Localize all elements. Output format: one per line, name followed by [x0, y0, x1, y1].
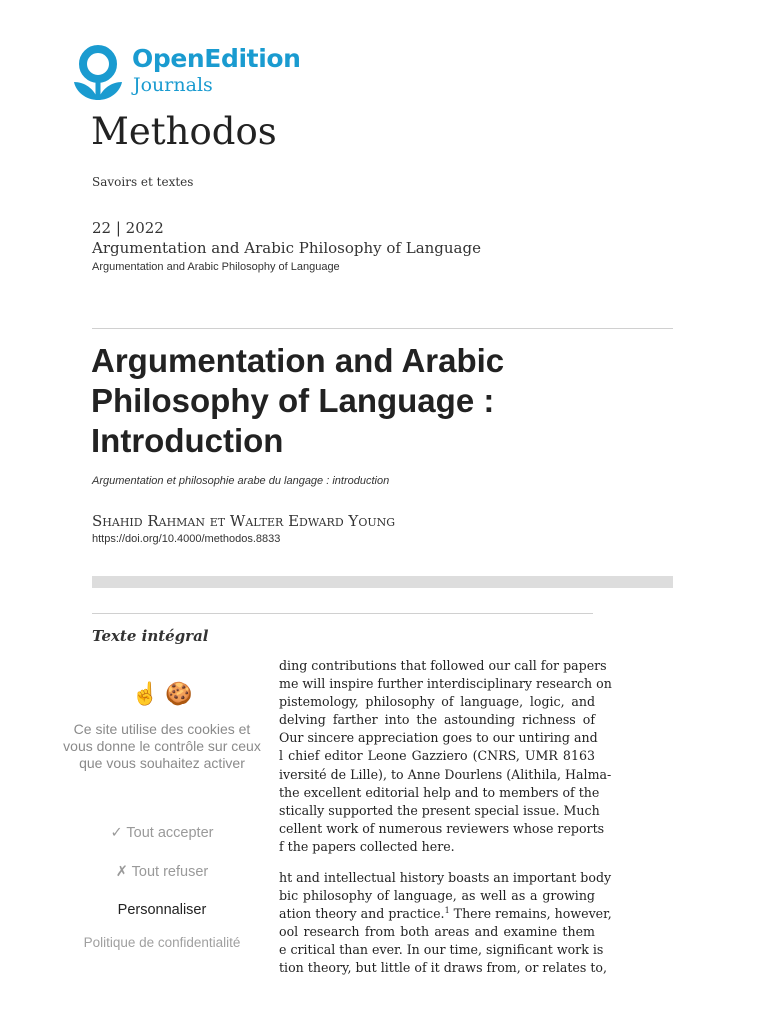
text-line: me will inspire further interdisciplinary research on — [279, 676, 612, 692]
issue-title[interactable]: Argumentation and Arabic Philosophy of Language — [92, 239, 481, 257]
logo-title: OpenEdition — [132, 44, 301, 73]
openedition-journals-logo[interactable] — [72, 44, 302, 106]
text-line: tion theory, but little of it draws from, or relates to, — [279, 960, 607, 976]
body-paragraph-1 — [279, 657, 612, 856]
privacy-policy-link[interactable]: Politique de confidentialité — [62, 935, 262, 950]
journal-subtitle: Savoirs et textes — [92, 175, 194, 189]
toolbar-placeholder-bar — [92, 576, 673, 588]
text-line: l chief editor Leone Gazziero (CNRS, UMR 8163 — [279, 748, 595, 764]
cookie-icon: ☝ 🍪 — [131, 681, 193, 706]
body-paragraph-2 — [279, 869, 612, 978]
doi-link[interactable]: https://doi.org/10.4000/methodos.8833 — [92, 533, 281, 545]
text-line: cellent work of numerous reviewers whose reports — [279, 820, 605, 836]
customize-button[interactable]: Personnaliser — [62, 902, 262, 918]
text-line: e critical than ever. In our time, significant work is — [279, 942, 604, 958]
cookie-message: Ce site utilise des cookies et vous donne le contrôle sur ceux que vous souhaitez activer — [63, 721, 261, 771]
text-line: delving farther into the astounding richness of — [279, 712, 595, 728]
text-line — [279, 905, 612, 923]
text-line: Our sincere appreciation goes to our untiring and — [279, 730, 598, 746]
text-line: iversité de Lille), to Anne Dourlens (Alithila, Halma- — [279, 766, 612, 782]
text-line: ht and intellectual history boasts an important body — [279, 870, 612, 885]
article-title: Argumentation and Arabic Philosophy of Language : Introduction — [91, 342, 505, 459]
text-segment: ation theory and practice. — [279, 906, 445, 922]
footnote-ref[interactable]: 1 — [444, 906, 450, 915]
text-line: pistemology, philosophy of language, logic, and — [279, 694, 595, 710]
text-line: stically supported the present special issue. Much — [279, 802, 600, 818]
issue-number-year[interactable]: 22 | 2022 — [92, 219, 164, 237]
logo-subtitle: Journals — [133, 74, 213, 96]
text-line: the excellent editorial help and to members of the — [279, 784, 600, 800]
openedition-flower-icon — [72, 44, 124, 106]
journal-title[interactable]: Methodos — [91, 110, 277, 153]
section-heading: Texte intégral — [92, 627, 209, 645]
issue-title-secondary: Argumentation and Arabic Philosophy of Language — [92, 261, 340, 273]
article-authors[interactable]: Shahid Rahman et Walter Edward Young — [92, 512, 396, 530]
text-line: ding contributions that followed our call for papers — [279, 658, 607, 673]
text-segment: There remains, however, — [449, 906, 612, 922]
article-alt-title: Argumentation et philosophie arabe du langage : introduction — [92, 475, 390, 487]
accept-all-button[interactable]: ✓ Tout accepter — [62, 825, 262, 841]
refuse-all-button[interactable]: ✗ Tout refuser — [62, 864, 262, 880]
divider — [92, 613, 593, 614]
text-line: f the papers collected here. — [279, 838, 455, 854]
divider — [92, 328, 673, 329]
text-line: bic philosophy of language, as well as a growing — [279, 888, 595, 904]
text-line: ool research from both areas and examine them — [279, 924, 595, 940]
cookie-consent-panel — [62, 668, 262, 968]
